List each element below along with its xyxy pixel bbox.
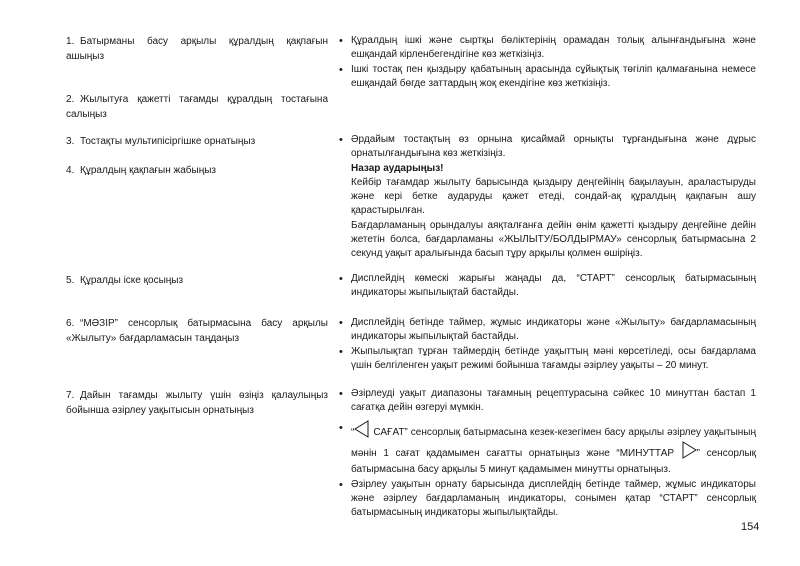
bullet-item: • Әзірлеу уақытын орнату барысында дисплейдің бетінде таймер, жұмыс индикаторы және әзірлеу бағдарламаның индикаторы, сонымен қатар “СТАРТ” сенсорлық батырмасының индикаторы жыпылықтайды.: [333, 478, 756, 521]
bullet-item: • Ішкі тостақ пен қыздыру қабатының арасында сұйықтық төгіліп қалмағанына немесе ешқандай бөгде заттардың жоқ екендігіне көз жеткізіңіз.: [333, 63, 756, 92]
step-text: Дайын тағамды жылыту үшін өзіңіз қалаулыңыз бойынша әзірлеу уақытысын орнатыңыз: [66, 390, 328, 416]
bullet-item: • Әзірлеуді уақыт диапазоны тағамның рецептурасына сәйкес 10 минуттан бастап 1 сағатқа дейін өзгеруі мүмкін.: [333, 387, 756, 416]
bullet-item: • Дисплейдің көмескі жарығы жаңады да, “СТАРТ” сенсорлық батырмасының индикаторы жыпылықтай бастайды.: [333, 272, 756, 301]
bullet-item: • “ САҒАТ” сенсорлық батырмасына кезек-кезегімен басу арқылы әзірлеу уақытының мәнін 1 сағат қадамымен сағатты орнатыңыз және “МИНУТТАР ” сенсорлық батырмасына басу арқылы 5 минут қадамымен минутты орнатыңыз.: [333, 420, 756, 478]
step-7: 7. Дайын тағамды жылыту үшін өзіңіз қалаулыңыз бойынша әзірлеу уақытысын орнатыңыз: [66, 390, 328, 416]
step-4: 4. Құралдың қақпағын жабыңыз: [66, 165, 216, 176]
bullet-item: • Құралдың ішкі және сыртқы бөліктерінің орамадан толық алынғандығына және ешқандай кірленбегендігіне көз жеткізіңіз.: [333, 34, 756, 63]
attention-paragraph: Бағдарламаның орындалуы аяқталғанға дейін өнім қажетті қыздыру деңгейіне дейін жететін болса, бағдарламаны «ЖЫЛЫТУ/БОЛДЫРМАУ» сенсорлық батырмасына 2 секунд уақыт аралығында басып тұру арқылы қолмен өшіріңіз.: [351, 219, 756, 260]
step-text: Құралдың қақпағын жабыңыз: [80, 165, 216, 176]
step-1: 1. Батырманы басу арқылы құралдың қақпағын ашыңыз: [66, 36, 328, 62]
step-text: Тостақты мультипісіргішке орнатыңыз: [80, 136, 256, 147]
step-3: 3. Тостақты мультипісіргішке орнатыңыз: [66, 136, 256, 147]
step-2: 2. Жылытуға қажетті тағамды құралдың тостағына салыңыз: [66, 94, 328, 120]
note-step-7: [333, 387, 756, 520]
note-step-3: [333, 133, 756, 262]
note-step-1: [333, 34, 756, 91]
note-step-5: [333, 272, 756, 301]
note-step-6: [333, 316, 756, 373]
step-text: Құралды іске қосыңыз: [80, 275, 184, 286]
attention-title: Назар аударыңыз!: [351, 162, 444, 174]
bullet-item: • Әрдайым тостақтың өз орнына қисаймай орнықты тұрғандығына және дұрыс орнатылғандығына көз жеткізіңіз.: [333, 133, 756, 162]
attention-paragraph: Кейбір тағамдар жылыту барысында қыздыру деңгейінің бақылауын, араластыруды және кері бетке аударуды қажет етеді, сондай-ақ құралдың қақпағын ашу қарастырылған.: [351, 176, 756, 217]
step-text: Жылытуға қажетті тағамды құралдың тостағына салыңыз: [66, 94, 328, 120]
bullet-item: • Жыпылықтап тұрған таймердің бетінде уақыттың мәні көрсетіледі, осы бағдарлама үшін белгіленген уақыт режимі бойынша тағамды әзірлеу уақыты – 20 минут.: [333, 345, 756, 374]
page-number: 154: [741, 521, 760, 533]
bullet-item: • Дисплейдің бетінде таймер, жұмыс индикаторы және «Жылыту» бағдарламасының индикаторы жыпылықтай бастайды.: [333, 316, 756, 345]
triangle-left-icon: [354, 420, 370, 438]
step-6: 6. “МӘЗІР” сенсорлық батырмасына басу арқылы «Жылыту» бағдарламасын таңдаңыз: [66, 318, 328, 344]
step-5: 5. Құралды іске қосыңыз: [66, 275, 184, 286]
triangle-right-icon: [681, 441, 697, 459]
step-text: Батырманы басу арқылы құралдың қақпағын ашыңыз: [66, 36, 328, 62]
step-text: “МӘЗІР” сенсорлық батырмасына басу арқылы «Жылыту» бағдарламасын таңдаңыз: [66, 318, 328, 344]
